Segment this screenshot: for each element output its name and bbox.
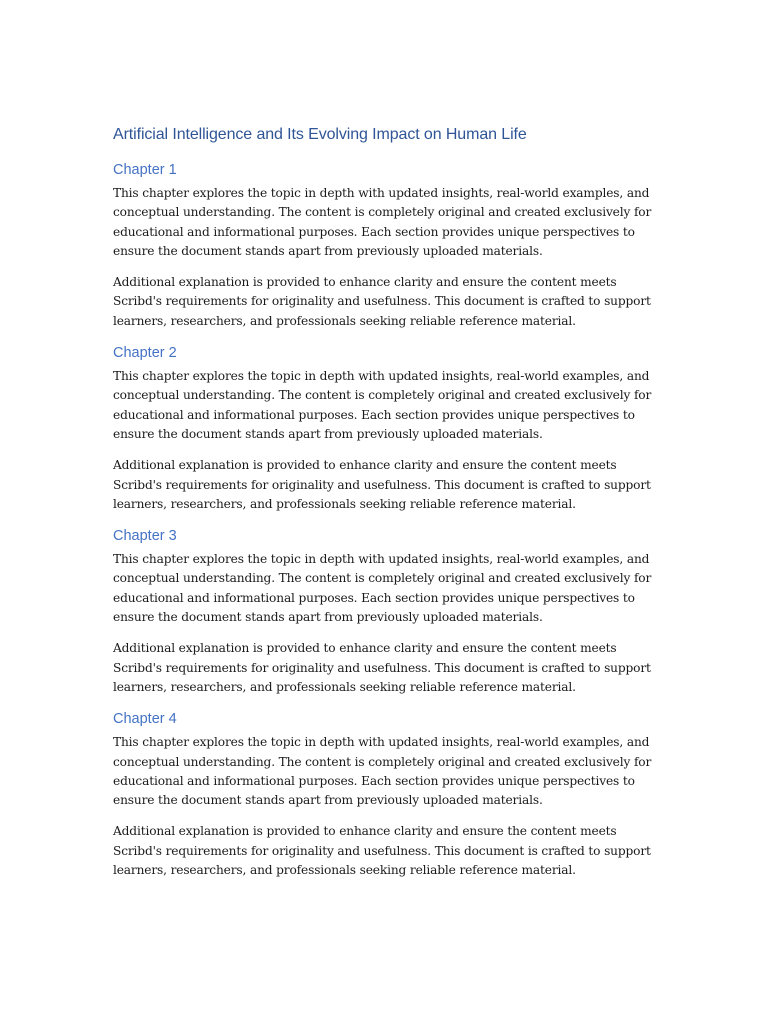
chapter-heading: Chapter 3: [113, 528, 177, 545]
chapter-4-section: [113, 709, 658, 880]
chapter-paragraph: This chapter explores the topic in depth with updated insights, real-world examples, and conceptual understanding. The content is completely original and created exclusively for educational and informational purposes. Each section provides unique perspectives to ensure the document stands apart from previously uploaded materials.: [113, 735, 652, 808]
chapter-1-section: [113, 160, 658, 331]
chapter-paragraph: Additional explanation is provided to enhance clarity and ensure the content meets Scribd's requirements for originality and usefulness. This document is crafted to support learners, researchers, and professionals seeking reliable reference material.: [113, 824, 651, 878]
chapter-paragraph: This chapter explores the topic in depth with updated insights, real-world examples, and conceptual understanding. The content is completely original and created exclusively for educational and informational purposes. Each section provides unique perspectives to ensure the document stands apart from previously uploaded materials.: [113, 186, 652, 258]
chapter-heading: Chapter 2: [113, 345, 177, 362]
chapter-paragraph: This chapter explores the topic in depth with updated insights, real-world examples, and conceptual understanding. The content is completely original and created exclusively for educational and informational purposes. Each section provides unique perspectives to ensure the document stands apart from previously uploaded materials.: [113, 552, 652, 625]
chapter-heading: Chapter 4: [113, 711, 177, 728]
chapter-heading: Chapter 1: [113, 162, 177, 178]
chapter-paragraph: This chapter explores the topic in depth with updated insights, real-world examples, and conceptual understanding. The content is completely original and created exclusively for educational and informational purposes. Each section provides unique perspectives to ensure the document stands apart from previously uploaded materials.: [113, 369, 652, 441]
chapter-paragraph: Additional explanation is provided to enhance clarity and ensure the content meets Scribd's requirements for originality and usefulness. This document is crafted to support learners, researchers, and professionals seeking reliable reference material.: [113, 641, 651, 694]
chapter-paragraph: Additional explanation is provided to enhance clarity and ensure the content meets Scribd's requirements for originality and usefulness. This document is crafted to support learners, researchers, and professionals seeking reliable reference material.: [113, 275, 651, 328]
chapter-2-section: [113, 343, 658, 514]
chapter-3-section: [113, 526, 658, 697]
document-title: Artificial Intelligence and Its Evolving Impact on Human Life: [113, 126, 527, 143]
document-content: [113, 124, 658, 892]
chapter-paragraph: Additional explanation is provided to enhance clarity and ensure the content meets Scribd's requirements for originality and usefulness. This document is crafted to support learners, researchers, and professionals seeking reliable reference material.: [113, 458, 651, 511]
